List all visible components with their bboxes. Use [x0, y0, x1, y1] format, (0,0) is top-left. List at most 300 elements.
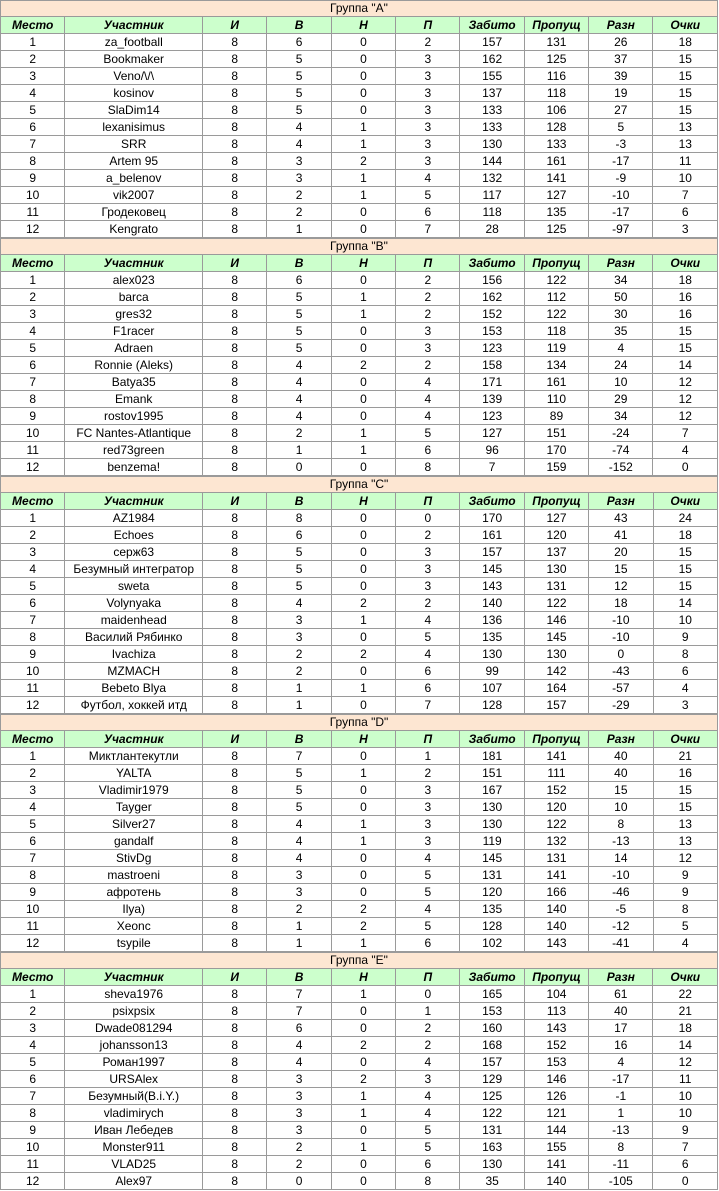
participant-cell: Silver27: [65, 816, 203, 833]
place-cell: 11: [1, 204, 65, 221]
scored-cell: 181: [460, 748, 524, 765]
points-cell: 15: [653, 85, 718, 102]
table-row: [1, 765, 718, 782]
played-cell: 8: [203, 102, 267, 119]
scored-cell: 131: [460, 867, 524, 884]
participant-cell: VLAD25: [65, 1156, 203, 1173]
points-cell: 9: [653, 884, 718, 901]
points-cell: 10: [653, 170, 718, 187]
wins-cell: 4: [267, 391, 331, 408]
scored-cell: 35: [460, 1173, 524, 1190]
points-cell: 12: [653, 1054, 718, 1071]
draws-cell: 2: [331, 918, 395, 935]
participant-cell: Artem 95: [65, 153, 203, 170]
wins-cell: 4: [267, 833, 331, 850]
draws-cell: 1: [331, 765, 395, 782]
conceded-cell: 111: [524, 765, 588, 782]
group-table: [0, 952, 718, 1190]
group-title-row: [1, 477, 718, 493]
table-row: [1, 136, 718, 153]
points-cell: 18: [653, 34, 718, 51]
losses-cell: 3: [396, 136, 460, 153]
draws-cell: 2: [331, 1037, 395, 1054]
played-cell: 8: [203, 935, 267, 952]
scored-cell: 117: [460, 187, 524, 204]
wins-cell: 8: [267, 510, 331, 527]
scored-cell: 133: [460, 119, 524, 136]
losses-cell: 4: [396, 1054, 460, 1071]
wins-col-header: В: [267, 731, 331, 748]
draws-cell: 1: [331, 136, 395, 153]
conceded-cell: 140: [524, 918, 588, 935]
table-row: [1, 697, 718, 714]
wins-cell: 1: [267, 918, 331, 935]
losses-cell: 2: [396, 34, 460, 51]
diff-cell: -17: [589, 204, 653, 221]
draws-cell: 1: [331, 1088, 395, 1105]
table-row: [1, 646, 718, 663]
table-row: [1, 816, 718, 833]
losses-cell: 3: [396, 51, 460, 68]
conceded-cell: 104: [524, 986, 588, 1003]
scored-cell: 144: [460, 153, 524, 170]
conceded-cell: 118: [524, 85, 588, 102]
played-cell: 8: [203, 204, 267, 221]
table-row: [1, 867, 718, 884]
conceded-cell: 143: [524, 935, 588, 952]
losses-cell: 5: [396, 629, 460, 646]
scored-cell: 162: [460, 51, 524, 68]
participant-cell: MZMACH: [65, 663, 203, 680]
wins-cell: 5: [267, 289, 331, 306]
place-cell: 10: [1, 1139, 65, 1156]
points-cell: 15: [653, 799, 718, 816]
table-row: [1, 935, 718, 952]
scored-cell: 152: [460, 306, 524, 323]
place-cell: 5: [1, 578, 65, 595]
participant-cell: gandalf: [65, 833, 203, 850]
draws-col-header: Н: [331, 493, 395, 510]
losses-cell: 6: [396, 442, 460, 459]
participant-col-header: Участник: [65, 731, 203, 748]
losses-cell: 5: [396, 187, 460, 204]
table-row: [1, 442, 718, 459]
conceded-cell: 133: [524, 136, 588, 153]
played-cell: 8: [203, 1105, 267, 1122]
place-cell: 8: [1, 629, 65, 646]
draws-cell: 0: [331, 391, 395, 408]
draws-cell: 0: [331, 1020, 395, 1037]
table-row: [1, 1088, 718, 1105]
draws-cell: 0: [331, 272, 395, 289]
group-table: [0, 0, 718, 238]
table-row: [1, 323, 718, 340]
group-title-row: [1, 239, 718, 255]
draws-cell: 0: [331, 459, 395, 476]
played-cell: 8: [203, 306, 267, 323]
header-row: [1, 17, 718, 34]
diff-cell: -152: [589, 459, 653, 476]
place-cell: 11: [1, 1156, 65, 1173]
draws-cell: 0: [331, 748, 395, 765]
scored-cell: 130: [460, 799, 524, 816]
table-row: [1, 425, 718, 442]
scored-cell: 133: [460, 102, 524, 119]
place-cell: 2: [1, 289, 65, 306]
losses-cell: 3: [396, 340, 460, 357]
losses-cell: 4: [396, 901, 460, 918]
participant-cell: Tayger: [65, 799, 203, 816]
wins-cell: 3: [267, 170, 331, 187]
place-cell: 3: [1, 306, 65, 323]
place-cell: 9: [1, 1122, 65, 1139]
participant-cell: psixpsix: [65, 1003, 203, 1020]
losses-cell: 2: [396, 1020, 460, 1037]
table-row: [1, 901, 718, 918]
table-row: [1, 1071, 718, 1088]
played-cell: 8: [203, 816, 267, 833]
scored-cell: 118: [460, 204, 524, 221]
diff-cell: 26: [589, 34, 653, 51]
points-cell: 9: [653, 629, 718, 646]
scored-cell: 153: [460, 1003, 524, 1020]
group-title: Группа "D": [1, 715, 718, 731]
points-cell: 15: [653, 782, 718, 799]
wins-cell: 5: [267, 578, 331, 595]
place-cell: 7: [1, 850, 65, 867]
played-col-header: И: [203, 969, 267, 986]
table-row: [1, 391, 718, 408]
participant-cell: YALTA: [65, 765, 203, 782]
wins-cell: 2: [267, 646, 331, 663]
wins-cell: 5: [267, 306, 331, 323]
conceded-cell: 166: [524, 884, 588, 901]
diff-cell: 40: [589, 1003, 653, 1020]
played-cell: 8: [203, 1037, 267, 1054]
draws-cell: 1: [331, 833, 395, 850]
place-cell: 8: [1, 153, 65, 170]
draws-cell: 0: [331, 374, 395, 391]
points-cell: 13: [653, 833, 718, 850]
played-cell: 8: [203, 51, 267, 68]
wins-cell: 6: [267, 34, 331, 51]
wins-cell: 4: [267, 850, 331, 867]
points-col-header: Очки: [653, 255, 718, 272]
participant-cell: Ronnie (Aleks): [65, 357, 203, 374]
scored-cell: 145: [460, 850, 524, 867]
losses-cell: 6: [396, 680, 460, 697]
points-cell: 5: [653, 918, 718, 935]
wins-cell: 5: [267, 85, 331, 102]
wins-cell: 4: [267, 357, 331, 374]
losses-cell: 4: [396, 408, 460, 425]
diff-cell: -1: [589, 1088, 653, 1105]
wins-cell: 5: [267, 51, 331, 68]
played-cell: 8: [203, 442, 267, 459]
draws-cell: 0: [331, 340, 395, 357]
played-cell: 8: [203, 986, 267, 1003]
points-cell: 10: [653, 1105, 718, 1122]
draws-cell: 0: [331, 561, 395, 578]
wins-cell: 6: [267, 527, 331, 544]
wins-col-header: В: [267, 493, 331, 510]
scored-cell: 171: [460, 374, 524, 391]
losses-cell: 3: [396, 578, 460, 595]
losses-cell: 2: [396, 306, 460, 323]
table-row: [1, 357, 718, 374]
conceded-cell: 141: [524, 748, 588, 765]
diff-cell: 18: [589, 595, 653, 612]
table-row: [1, 1054, 718, 1071]
table-row: [1, 510, 718, 527]
participant-cell: SRR: [65, 136, 203, 153]
conceded-cell: 140: [524, 1173, 588, 1190]
scored-cell: 128: [460, 697, 524, 714]
wins-cell: 1: [267, 697, 331, 714]
scored-cell: 137: [460, 85, 524, 102]
played-cell: 8: [203, 170, 267, 187]
draws-cell: 0: [331, 204, 395, 221]
draws-col-header: Н: [331, 969, 395, 986]
diff-cell: 16: [589, 1037, 653, 1054]
draws-cell: 0: [331, 663, 395, 680]
diff-cell: 34: [589, 408, 653, 425]
scored-cell: 130: [460, 136, 524, 153]
conceded-cell: 152: [524, 1037, 588, 1054]
place-cell: 12: [1, 697, 65, 714]
played-cell: 8: [203, 391, 267, 408]
place-cell: 2: [1, 51, 65, 68]
place-cell: 10: [1, 187, 65, 204]
participant-cell: Безумный интегратор: [65, 561, 203, 578]
points-cell: 12: [653, 374, 718, 391]
points-col-header: Очки: [653, 17, 718, 34]
wins-cell: 4: [267, 595, 331, 612]
table-row: [1, 544, 718, 561]
points-cell: 16: [653, 289, 718, 306]
points-cell: 16: [653, 306, 718, 323]
wins-col-header: В: [267, 255, 331, 272]
scored-cell: 140: [460, 595, 524, 612]
conceded-cell: 141: [524, 170, 588, 187]
place-cell: 4: [1, 799, 65, 816]
points-cell: 16: [653, 765, 718, 782]
table-row: [1, 748, 718, 765]
losses-cell: 5: [396, 867, 460, 884]
losses-col-header: П: [396, 731, 460, 748]
participant-cell: a_belenov: [65, 170, 203, 187]
group-title-row: [1, 715, 718, 731]
diff-cell: 19: [589, 85, 653, 102]
losses-cell: 8: [396, 459, 460, 476]
table-row: [1, 408, 718, 425]
diff-cell: 50: [589, 289, 653, 306]
draws-cell: 1: [331, 442, 395, 459]
losses-cell: 3: [396, 816, 460, 833]
points-cell: 9: [653, 867, 718, 884]
played-cell: 8: [203, 663, 267, 680]
played-cell: 8: [203, 1088, 267, 1105]
played-cell: 8: [203, 510, 267, 527]
draws-cell: 0: [331, 408, 395, 425]
conceded-cell: 131: [524, 850, 588, 867]
place-cell: 12: [1, 935, 65, 952]
losses-cell: 4: [396, 1105, 460, 1122]
draws-cell: 1: [331, 816, 395, 833]
draws-cell: 0: [331, 1054, 395, 1071]
scored-cell: 157: [460, 1054, 524, 1071]
participant-cell: maidenhead: [65, 612, 203, 629]
wins-cell: 2: [267, 663, 331, 680]
scored-cell: 135: [460, 901, 524, 918]
diff-cell: -10: [589, 629, 653, 646]
place-col-header: Место: [1, 17, 65, 34]
diff-cell: 40: [589, 765, 653, 782]
table-row: [1, 833, 718, 850]
participant-cell: sheva1976: [65, 986, 203, 1003]
points-cell: 18: [653, 527, 718, 544]
participant-cell: StivDg: [65, 850, 203, 867]
losses-cell: 0: [396, 986, 460, 1003]
table-row: [1, 153, 718, 170]
played-cell: 8: [203, 544, 267, 561]
diff-cell: 17: [589, 1020, 653, 1037]
place-cell: 6: [1, 595, 65, 612]
losses-cell: 4: [396, 170, 460, 187]
wins-cell: 5: [267, 340, 331, 357]
table-row: [1, 595, 718, 612]
conceded-cell: 146: [524, 612, 588, 629]
participant-cell: FC Nantes-Atlantique: [65, 425, 203, 442]
played-col-header: И: [203, 731, 267, 748]
draws-cell: 2: [331, 646, 395, 663]
table-row: [1, 561, 718, 578]
draws-cell: 0: [331, 102, 395, 119]
wins-cell: 4: [267, 1037, 331, 1054]
header-row: [1, 255, 718, 272]
wins-cell: 4: [267, 136, 331, 153]
diff-cell: 24: [589, 357, 653, 374]
played-cell: 8: [203, 1003, 267, 1020]
draws-cell: 0: [331, 544, 395, 561]
participant-cell: Dwade081294: [65, 1020, 203, 1037]
played-cell: 8: [203, 680, 267, 697]
table-row: [1, 884, 718, 901]
losses-cell: 3: [396, 561, 460, 578]
conceded-cell: 140: [524, 901, 588, 918]
diff-cell: -10: [589, 612, 653, 629]
participant-cell: Иван Лебедев: [65, 1122, 203, 1139]
draws-cell: 1: [331, 1105, 395, 1122]
points-cell: 9: [653, 1122, 718, 1139]
wins-cell: 5: [267, 561, 331, 578]
diff-cell: 12: [589, 578, 653, 595]
wins-cell: 1: [267, 935, 331, 952]
losses-cell: 3: [396, 1071, 460, 1088]
losses-cell: 4: [396, 391, 460, 408]
table-row: [1, 340, 718, 357]
points-cell: 0: [653, 1173, 718, 1190]
diff-cell: 10: [589, 799, 653, 816]
table-row: [1, 918, 718, 935]
place-col-header: Место: [1, 493, 65, 510]
scored-cell: 107: [460, 680, 524, 697]
conceded-col-header: Пропущ: [524, 255, 588, 272]
place-cell: 9: [1, 646, 65, 663]
losses-cell: 2: [396, 595, 460, 612]
played-cell: 8: [203, 1139, 267, 1156]
scored-cell: 158: [460, 357, 524, 374]
losses-cell: 4: [396, 646, 460, 663]
diff-cell: 43: [589, 510, 653, 527]
losses-cell: 3: [396, 833, 460, 850]
diff-cell: -3: [589, 136, 653, 153]
diff-cell: -43: [589, 663, 653, 680]
conceded-cell: 125: [524, 51, 588, 68]
table-row: [1, 187, 718, 204]
wins-cell: 6: [267, 272, 331, 289]
losses-cell: 5: [396, 1139, 460, 1156]
diff-cell: -10: [589, 867, 653, 884]
played-cell: 8: [203, 833, 267, 850]
points-cell: 4: [653, 680, 718, 697]
scored-cell: 135: [460, 629, 524, 646]
played-cell: 8: [203, 646, 267, 663]
played-cell: 8: [203, 901, 267, 918]
scored-col-header: Забито: [460, 493, 524, 510]
draws-cell: 0: [331, 782, 395, 799]
wins-cell: 4: [267, 1054, 331, 1071]
place-cell: 5: [1, 102, 65, 119]
points-cell: 7: [653, 187, 718, 204]
conceded-cell: 155: [524, 1139, 588, 1156]
draws-cell: 0: [331, 1122, 395, 1139]
draws-cell: 0: [331, 697, 395, 714]
conceded-col-header: Пропущ: [524, 731, 588, 748]
wins-cell: 3: [267, 1088, 331, 1105]
wins-cell: 7: [267, 986, 331, 1003]
played-cell: 8: [203, 153, 267, 170]
diff-cell: -97: [589, 221, 653, 238]
played-cell: 8: [203, 595, 267, 612]
losses-col-header: П: [396, 17, 460, 34]
conceded-cell: 142: [524, 663, 588, 680]
losses-cell: 6: [396, 935, 460, 952]
points-cell: 18: [653, 1020, 718, 1037]
draws-cell: 2: [331, 1071, 395, 1088]
table-row: [1, 51, 718, 68]
table-row: [1, 527, 718, 544]
diff-cell: 8: [589, 1139, 653, 1156]
wins-cell: 7: [267, 1003, 331, 1020]
place-cell: 5: [1, 340, 65, 357]
played-cell: 8: [203, 1020, 267, 1037]
table-row: [1, 170, 718, 187]
points-cell: 22: [653, 986, 718, 1003]
place-cell: 8: [1, 867, 65, 884]
played-cell: 8: [203, 459, 267, 476]
wins-cell: 1: [267, 221, 331, 238]
place-cell: 6: [1, 833, 65, 850]
played-cell: 8: [203, 68, 267, 85]
header-row: [1, 731, 718, 748]
diff-cell: 15: [589, 561, 653, 578]
table-row: [1, 629, 718, 646]
draws-cell: 1: [331, 612, 395, 629]
conceded-cell: 134: [524, 357, 588, 374]
table-row: [1, 459, 718, 476]
diff-cell: 20: [589, 544, 653, 561]
